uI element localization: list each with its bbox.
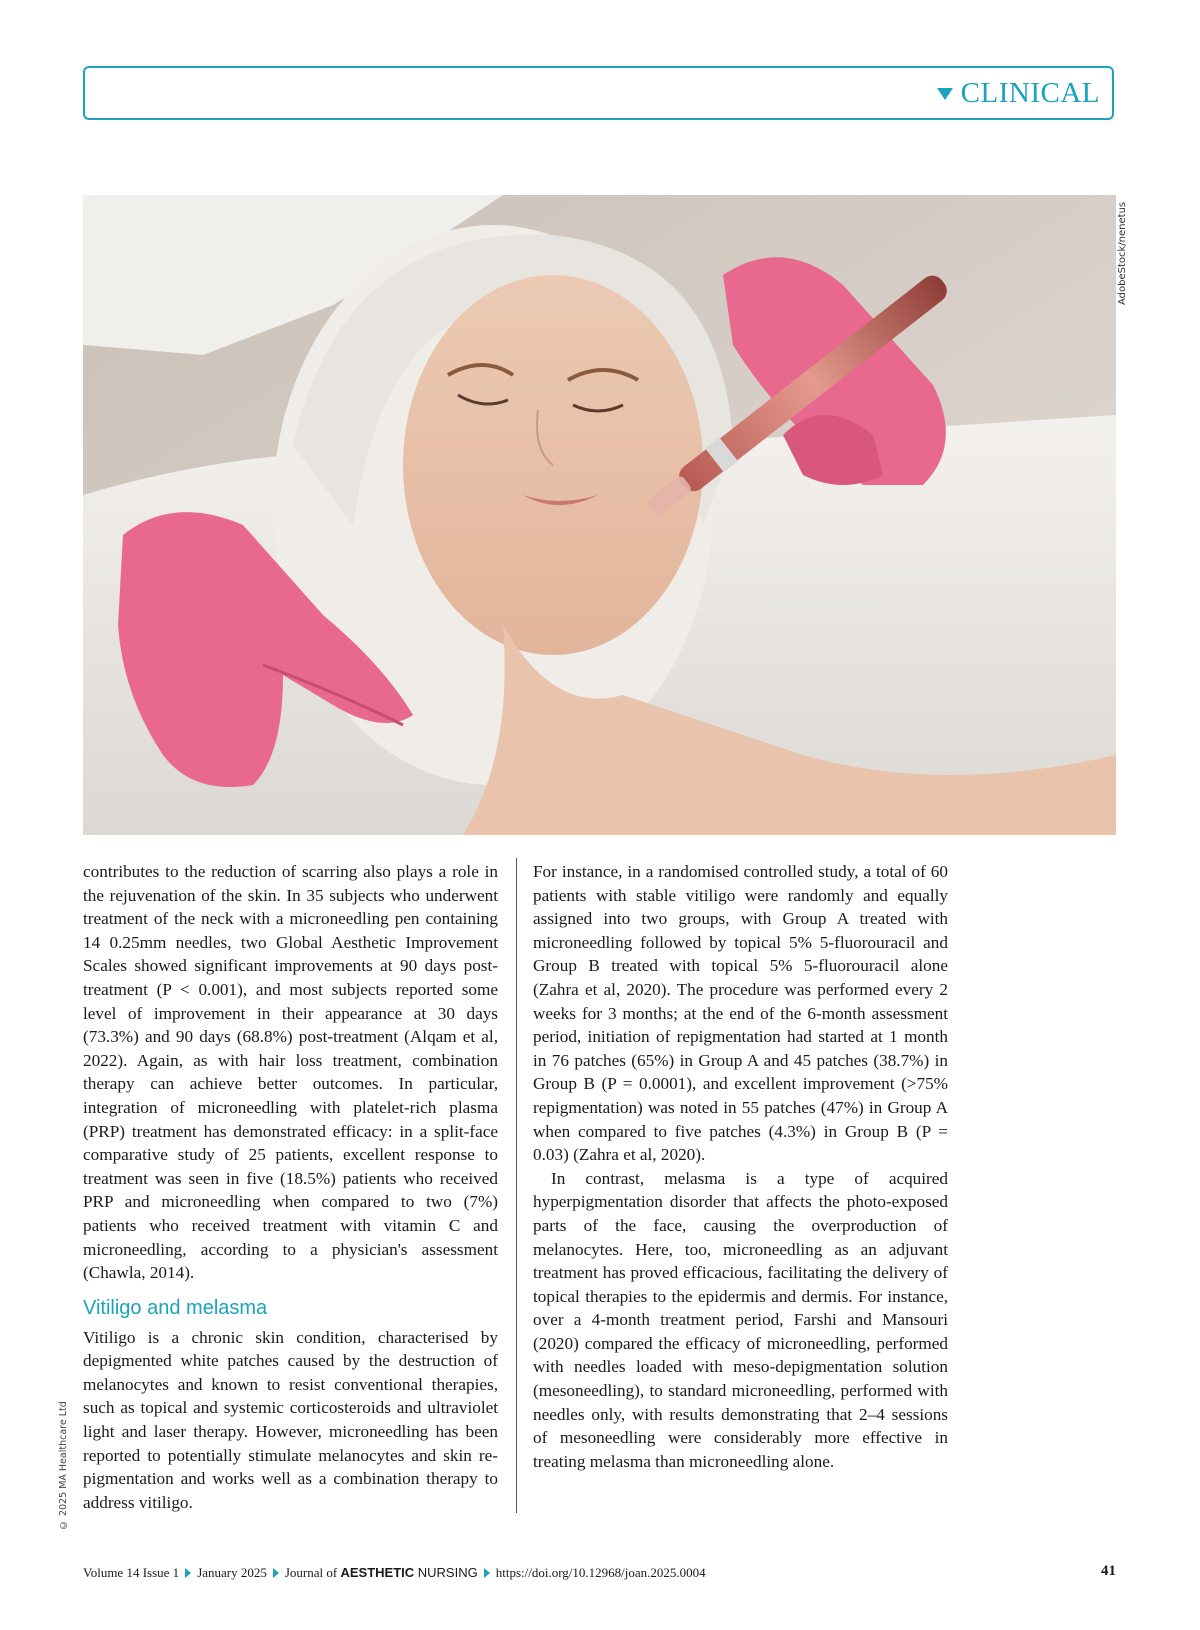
triangle-down-icon [937,88,953,100]
journal-prefix: Journal of [284,1565,341,1580]
paragraph: In contrast, melasma is a type of acquired hyperpigmentation disorder that affects the photo-exposed parts of the face, causing the overproduction of melanocytes. Here, too, microneedling as an adjuvant treatment has proved efficacious, facilitating the delivery of topical therapies to the epidermis and dermis. For instance, over a 4-month treatment period, Farshi and Mansouri (2020) compared the efficacy of microneedling, performed with needles loaded with meso-depigmentation solution (mesoneedling), to standard microneedling, performed with needles only, with results demonstrating that 2–4 sessions of mesoneedling were considerably more effective in treating melasma than microneedling alone. [533,1168,948,1471]
footer-doi[interactable]: https://doi.org/10.12968/joan.2025.0004 [495,1565,706,1580]
arrow-right-icon [273,1568,279,1578]
right-column [533,860,948,1473]
journal-name-strong: AESTHETIC [340,1565,415,1580]
page-footer [83,1565,1116,1581]
paragraph: Vitiligo is a chronic skin condition, characterised by depigmented white patches caused by the destruction of melanocytes and known to resist conventional therapies, such as topical and systemic corticosteroids and ultraviolet light and laser therapy. However, microneedling has been reported to potentially stimulate melanocytes and skin re-pigmentation and works well as a combination therapy to address vitiligo. [83,1327,498,1512]
column-divider [516,858,517,1513]
subheading: Vitiligo and melasma [83,1296,268,1319]
paragraph: contributes to the reduction of scarring also plays a role in the rejuvenation of the skin. In 35 subjects who underwent treatment of the neck with a microneedling pen containing 14 0.25mm needles, two Global Aesthetic Improvement Scales showed significant improvements at 90 days post-treatment (P < 0.001), and most subjects reported some level of improvement in their appearance at 30 days (73.3%) and 90 days (68.8%) post-treatment (Alqam et al, 2022). Again, as with hair loss treatment, combination therapy can achieve better outcomes. In particular, integration of microneedling with platelet-rich plasma (PRP) treatment has demonstrated efficacy: in a split-face comparative study of 25 patients, excellent response to treatment was seen in five (18.5%) patients who received PRP and microneedling when compared to two (7%) patients who received treatment with vitamin C and microneedling, according to a physician's assessment (Chawla, 2014). [83,862,498,1283]
footer-journal [285,1565,478,1581]
section-header [83,66,1114,120]
copyright-notice: © 2025 MA Healthcare Ltd [58,1401,69,1530]
page-number: 41 [1101,1563,1116,1579]
arrow-right-icon [484,1568,490,1578]
photo-credit: AdobeStock/nenetus [1117,201,1128,305]
section-label [937,77,1100,110]
footer-volume: Volume 14 Issue 1 [83,1565,180,1580]
paragraph: For instance, in a randomised controlled study, a total of 60 patients with stable vitiligo were randomly and equally assigned into two groups, with Group A treated with microneedling followed by topical 5% 5-fluorouracil and Group B treated with topical 5% 5-fluorouracil alone (Zahra et al, 2020). The procedure was performed every 2 weeks for 3 months; at the end of the 6-month assessment period, initiation of repigmentation had started at 1 month in 76 patches (65%) in Group A and 45 patches (38.7%) in Group B (P = 0.0001), and excellent improvement (>75% repigmentation) was noted in 55 patches (47%) in Group A when compared to five patches (4.3%) in Group B (P = 0.03) (Zahra et al, 2020). [533,862,948,1165]
left-column [83,860,498,1514]
article-photo [83,195,1116,835]
journal-name-rest: NURSING [414,1565,478,1580]
arrow-right-icon [185,1568,191,1578]
footer-date: January 2025 [197,1565,267,1580]
section-title: CLINICAL [960,77,1100,109]
